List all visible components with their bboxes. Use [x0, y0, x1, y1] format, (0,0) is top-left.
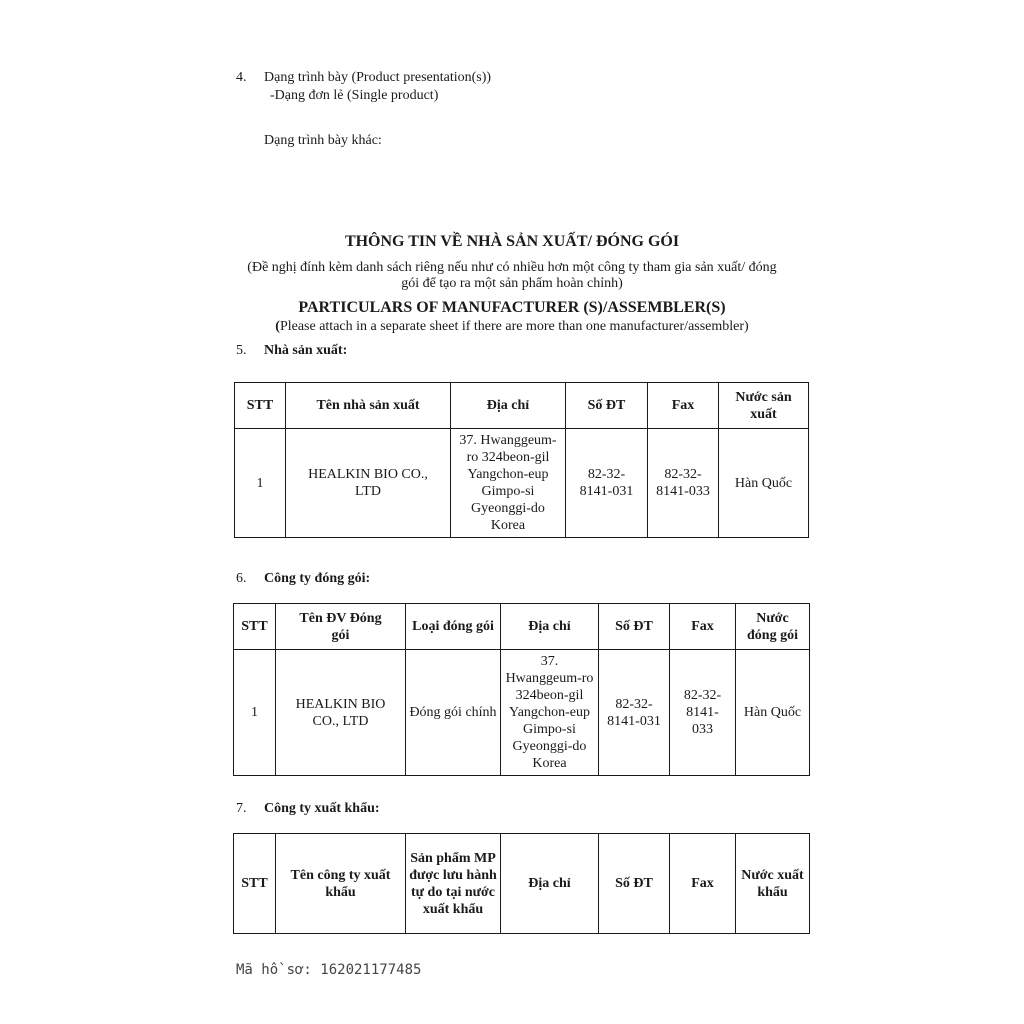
section-6-title: Công ty đóng gói:: [264, 571, 371, 586]
header-free-sale-product: Sản phẩm MP được lưu hành tự do tại nước xuất khẩu: [406, 834, 501, 934]
section-5-title: Nhà sản xuất:: [264, 343, 348, 358]
header-phone: Số ĐT: [566, 383, 648, 429]
header-stt: STT: [235, 383, 286, 429]
document-code: Mã hồ sơ: 162021177485: [236, 962, 422, 978]
header-stt: STT: [234, 604, 276, 650]
cell-address: 37. Hwanggeum-ro 324beon-gil Yangchon-eup Gimpo-si Gyeonggi-do Korea: [501, 650, 599, 776]
header-assembler-name: Tên ĐV Đóng gói: [276, 604, 406, 650]
cell-assembler-name: HEALKIN BIO CO., LTD: [276, 650, 406, 776]
assembler-header-row: [234, 604, 810, 650]
particulars-title-vi: THÔNG TIN VỀ NHÀ SẢN XUẤT/ ĐÓNG GÓI: [344, 233, 680, 250]
header-stt: STT: [234, 834, 276, 934]
cell-stt: 1: [235, 429, 286, 538]
section-7-title: Công ty xuất khẩu:: [264, 801, 380, 816]
section-4-item: -Dạng đơn lẻ (Single product): [270, 88, 439, 103]
header-fax: Fax: [648, 383, 719, 429]
cell-fax: 82-32-8141-033: [670, 650, 736, 776]
header-packaging-type: Loại đóng gói: [406, 604, 501, 650]
header-address: Địa chỉ: [501, 604, 599, 650]
particulars-title-en: PARTICULARS OF MANUFACTURER (S)/ASSEMBLER(S): [298, 299, 726, 316]
section-4-number: 4.: [236, 70, 247, 85]
manufacturer-table: [234, 382, 809, 538]
header-address: Địa chỉ: [451, 383, 566, 429]
table-row: [235, 429, 809, 538]
cell-country: Hàn Quốc: [719, 429, 809, 538]
exporter-header-row: [234, 834, 810, 934]
exporter-table: [233, 833, 810, 934]
cell-address: 37. Hwanggeum-ro 324beon-gil Yangchon-eup Gimpo-si Gyeonggi-do Korea: [451, 429, 566, 538]
header-fax: Fax: [670, 834, 736, 934]
header-manufacturer-name: Tên nhà sản xuất: [286, 383, 451, 429]
particulars-note-en: [0, 318, 1024, 335]
section-4-other: Dạng trình bày khác:: [264, 133, 382, 148]
table-row: [234, 650, 810, 776]
cell-fax: 82-32-8141-033: [648, 429, 719, 538]
particulars-note-en-paren: (: [275, 319, 280, 334]
header-exporter-name: Tên công ty xuất khẩu: [276, 834, 406, 934]
cell-country: Hàn Quốc: [736, 650, 810, 776]
cell-packaging-type: Đóng gói chính: [406, 650, 501, 776]
header-phone: Số ĐT: [599, 604, 670, 650]
cell-phone: 82-32-8141-031: [566, 429, 648, 538]
header-country: Nước sản xuất: [719, 383, 809, 429]
header-country: Nước đóng gói: [736, 604, 810, 650]
cell-stt: 1: [234, 650, 276, 776]
section-6-number: 6.: [236, 571, 247, 586]
header-phone: Số ĐT: [599, 834, 670, 934]
header-country: Nước xuất khẩu: [736, 834, 810, 934]
manufacturer-header-row: [235, 383, 809, 429]
section-5-number: 5.: [236, 343, 247, 358]
section-4-title: Dạng trình bày (Product presentation(s)): [264, 70, 492, 85]
section-7-number: 7.: [236, 801, 247, 816]
particulars-note-vi-1: (Đề nghị đính kèm danh sách riêng nếu như có nhiều hơn một công ty tham gia sản xuất/ đóng: [247, 260, 777, 275]
particulars-note-en-text: Please attach in a separate sheet if there are more than one manufacturer/assembler): [279, 319, 749, 334]
header-address: Địa chỉ: [501, 834, 599, 934]
header-fax: Fax: [670, 604, 736, 650]
cell-phone: 82-32-8141-031: [599, 650, 670, 776]
cell-manufacturer-name: HEALKIN BIO CO., LTD: [286, 429, 451, 538]
assembler-table: [233, 603, 810, 776]
particulars-note-vi-2: gói để tạo ra một sản phẩm hoàn chỉnh): [401, 276, 623, 291]
